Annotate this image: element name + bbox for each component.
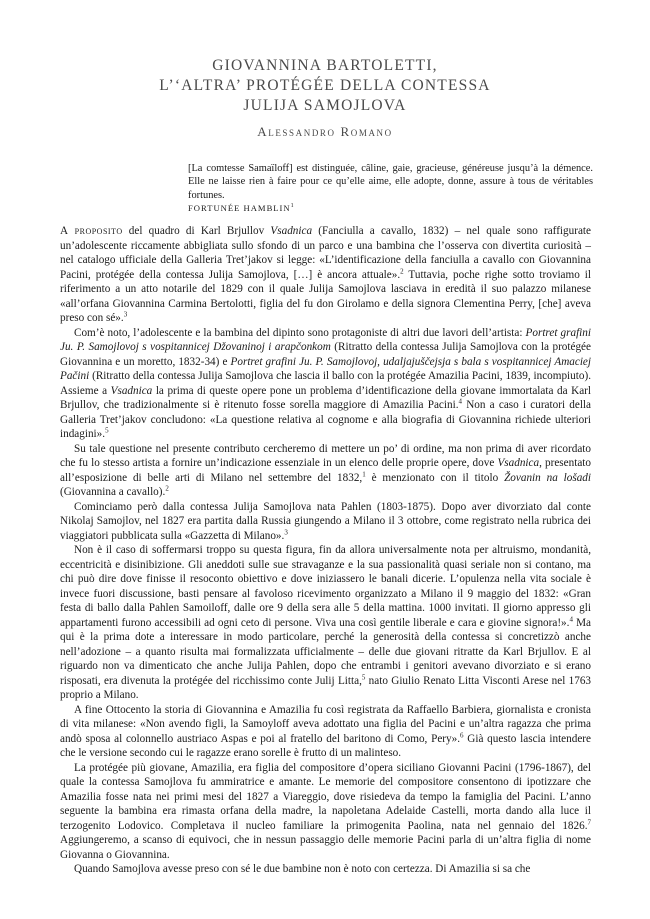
footnote-ref: 6 [460,730,464,739]
article-body [60,224,591,877]
epigraph-footnote-ref: 1 [290,203,295,210]
epigraph-source [188,202,593,215]
text-run: Com’è noto, l’adolescente e la bambina del dipinto sono protagoniste di altri due lavori dell’artista: [74,326,526,339]
text-run: (Fanciulla a cavallo, 1832) – nel quale sono raffigurate un’adolescente riccamente abbigliata sullo sfondo di un parco e una bambina che l’osserva con divertita curiosità – nel catalogo ufficiale della Galleria Tret’jakov si legge: «L’identificazione della fanciulla a cavallo con Giovannina Pacini, protégée della contessa Julija Samojlova, […] è ancora attuale». [60,225,591,281]
body-paragraph [60,442,591,500]
italic-title: Portret grafini Ju. P. Samojlovoj, udaljajuščejsja s bala s vospitannicej Amaciej Pačini [60,355,592,382]
text-run: Non è il caso di soffermarsi troppo su questa figura, fin da allora universalmente nota per altruismo, mondanità, eccentricità e disinibizione. Gli aneddoti sulle sue stravaganze e la sua passionalità quasi seriale non si contano, ma chi può dire dove finisse il resoconto obiettivo e dove iniziassero le banali dicerie. L’opulenza nella vita sociale è invece fuori discussione, basti pensare al favoloso ricevimento organizzato a Milano il 9 maggio del 1832: «Gran festa di ballo dalla Pahlen Samoiloff, dalle ore 9 della sera alle 5 della mattina. 1000 invitati. Il giorno appresso gli appartamenti furono accessibili ad ogni ceto di persone. Viva una così gentile liberale e cara e giovine signora!». [60,544,591,629]
italic-title: Žovanin na lošadi [504,471,591,484]
text-run: (Giovannina a cavallo). [60,486,166,498]
text-run: (Ritratto della contessa Julija Samojlova con la protégée Giovannina e un moretto, 1832-34) e [60,341,591,368]
text-run: la prima di queste opere pone un problema d’identificazione della giovane immortalata da Karl Brjullov, che tradizionalmente si è ritenuto fosse sorella maggiore di Amazilia Pacini. [60,384,591,411]
footnote-ref: 7 [587,817,591,826]
title-line-2: L’‘ALTRA’ PROTÉGÉE DELLA CONTESSA [159,77,491,94]
footnote-ref: 1 [362,469,366,478]
text-run: del quadro di Karl Brjullov [122,225,271,237]
text-run: Ma qui è la prima dote a interessare in modo particolare, perché la generosità della contessa si concretizzò anche nell’adozione – a quanto risulta mai formalizzata ufficialmente – delle due giovani ritratte da Karl Brjullov. E al riguardo non va dimenticato che anche Julija Pahlen, dopo che entrambi i genitori avevano divorziato e si erano risposati, era divenuta la protégée del ricchissimo conte Julij Litta, [60,616,591,687]
footnote-ref: 3 [123,310,128,319]
body-paragraph [60,543,591,703]
body-paragraph [60,326,591,442]
epigraph-text: [La comtesse Samaïloff] est distinguée, câline, gaie, gracieuse, généreuse jusqu’à la démence. Elle ne laisse rien à faire pour ce qu’elle aime, elle adopte, donne, assure à tous de véritables fortunes. [188,163,593,201]
italic-title: Vsadnica [270,225,313,237]
body-paragraph [60,703,591,761]
text-run: Quando Samojlova avesse preso con sé le due bambine non è noto con certezza. Di Amazilia si sa che [74,863,531,875]
epigraph-source-name: FORTUNÉE HAMBLIN [188,203,291,214]
text-run: Su tale questione nel presente contributo cercheremo di mettere un po’ di ordine, ma non prima di aver ricordato che fu lo stesso artista a fornire un’indicazione essenziale in un elenco delle proprie opere, dove [60,442,591,469]
body-paragraph [60,224,591,326]
italic-title: Vsadnica [110,384,153,397]
body-paragraph [60,862,591,877]
article-header [0,56,650,140]
title-line-3: JULIJA SAMOJLOVA [243,97,407,114]
text-run: nato Giulio Renato Litta Visconti Arese nel 1763 proprio a Milano. [60,674,592,701]
footnote-ref: 5 [105,426,109,435]
body-paragraph [60,500,591,544]
text-run: , presentato all’esposizione di belle arti di Milano nel settembre del 1832, [60,457,591,484]
footnote-ref: 4 [458,397,462,406]
text-run: Tuttavia, poche righe sotto troviamo il riferimento a un atto notarile del 1829 con il quale Julija Samojlova lasciava in eredità il suo palazzo milanese «all’orfana Giovannina Carmina Bertolotti, figlia del fu don Girolamo e della signora Clementina Perry, [che] aveva preso con sé». [60,268,591,324]
author-name: Alessandro Romano [257,124,393,139]
text-run: La protégée più giovane, Amazilia, era figlia del compositore d’opera siciliano Giovanni Pacini (1796-1867), del quale la contessa Samojlova fu ammiratrice e amante. Le memorie del compositore consentono di ipotizzare che Amazilia fosse nata nei primi mesi del 1827 a Viareggio, dove risiedeva da tempo la famiglia del Pacini. L’anno seguente la bambina era rimasta orfana della madre, la napoletana Adelaide Castelli, morta dando alla luce il terzogenito Lodovico. Completava il nucleo familiare la primogenita Paolina, nata nel gennaio del 1826. [60,761,591,832]
footnote-ref: 4 [569,614,573,623]
footnote-ref: 5 [361,672,366,681]
epigraph [188,162,593,216]
text-run: (Ritratto della contessa Julija Samojlova che lascia il ballo con la protégée Amazilia Pacini, 1839, incompiuto). Assieme a [60,370,591,397]
italic-title: Portret grafini Ju. P. Samojlovoj s vospitannicej Džovaninoj i arapčonkom [60,326,591,353]
text-run: è menzionato con il titolo [365,471,505,484]
body-paragraph [60,761,591,863]
italic-title: Vsadnica [497,457,540,469]
text-run: A fine Ottocento la storia di Giovannina e Amazilia fu così registrata da Raffaello Barbiera, giornalista e cronista di vita milanese: «Non avendo figli, la Samoyloff aveva adottato una figlia del Pacini e un’altra ragazza che prima andò sposa al colonnello austriaco Aspas e poi al fratello del baritono di Como, Pery». [60,703,591,745]
footnote-ref: 2 [165,484,169,493]
text-run: Non a caso i curatori della Galleria Tret’jakov concludono: «La questione relativa al cognome e alla biografia di Giovannina richiede ulteriori indagini». [60,399,591,440]
small-caps-opening: proposito [74,225,123,237]
title-line-1: GIOVANNINA BARTOLETTI, [212,57,438,74]
footnote-ref: 3 [284,527,288,536]
text-run: Aggiungeremo, a scanso di equivoci, che in nessun passaggio delle memorie Pacini parla di un’altra figlia di nome Giovanna o Giovannina. [60,834,591,861]
footnote-ref: 2 [400,266,404,275]
text-run: Cominciamo però dalla contessa Julija Samojlova nata Pahlen (1803-1875). Dopo aver divorziato dal conte Nikolaj Samojlov, nel 1827 era partita dalla Russia giungendo a Milano il 3 ottobre, come registrato nella rubrica dei viaggiatori pubblicata sulla «Gazzetta di Milano». [60,500,591,542]
text-run: Già questo lascia intendere che le versione secondo cui le ragazze erano sorelle è frutto di un malinteso. [60,732,591,759]
small-caps-opening: A [60,225,75,237]
